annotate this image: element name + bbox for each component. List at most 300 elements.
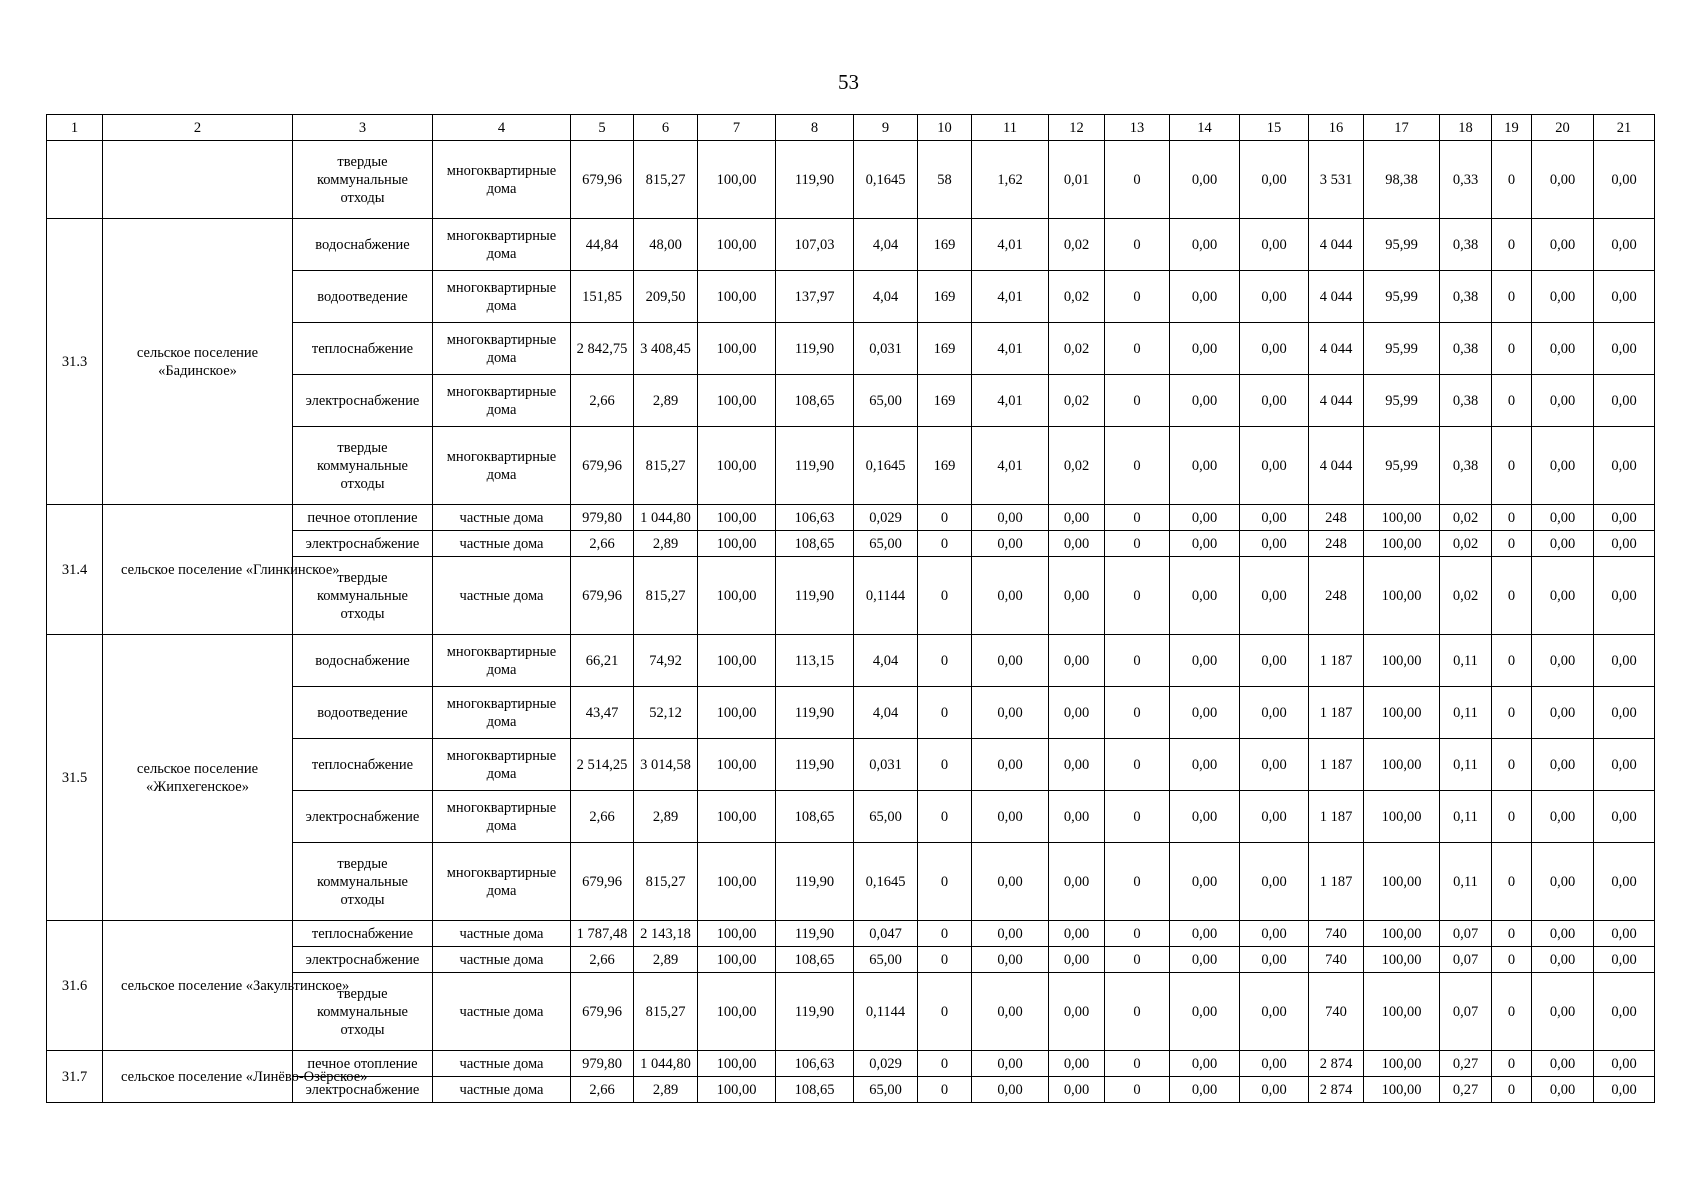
value-cell: 0,00 <box>972 557 1049 635</box>
value-cell: 119,90 <box>776 687 854 739</box>
column-number-row <box>47 115 1655 141</box>
value-cell: 0,00 <box>1049 505 1105 531</box>
service-cell: водоснабжение <box>293 219 433 271</box>
settlement-name-cell <box>103 141 293 219</box>
value-cell: 100,00 <box>698 947 776 973</box>
value-cell: 740 <box>1309 921 1364 947</box>
housing-type-cell: частные дома <box>433 1051 571 1077</box>
column-number-cell: 8 <box>776 115 854 141</box>
value-cell: 100,00 <box>1364 687 1440 739</box>
value-cell: 65,00 <box>854 375 918 427</box>
column-number-cell: 20 <box>1532 115 1594 141</box>
value-cell: 0,27 <box>1440 1077 1492 1103</box>
value-cell: 0,00 <box>1240 739 1309 791</box>
housing-type-cell: многоквартирные дома <box>433 427 571 505</box>
value-cell: 169 <box>918 427 972 505</box>
value-cell: 2 143,18 <box>634 921 698 947</box>
value-cell: 100,00 <box>698 791 776 843</box>
value-cell: 0 <box>1492 531 1532 557</box>
value-cell: 3 531 <box>1309 141 1364 219</box>
value-cell: 100,00 <box>1364 947 1440 973</box>
value-cell: 100,00 <box>698 1077 776 1103</box>
value-cell: 0,00 <box>1240 531 1309 557</box>
value-cell: 119,90 <box>776 921 854 947</box>
value-cell: 0,00 <box>1170 141 1240 219</box>
row-number-cell: 31.5 <box>47 635 103 921</box>
value-cell: 0 <box>1105 323 1170 375</box>
value-cell: 43,47 <box>571 687 634 739</box>
value-cell: 0,1144 <box>854 973 918 1051</box>
value-cell: 108,65 <box>776 947 854 973</box>
value-cell: 0 <box>1492 973 1532 1051</box>
value-cell: 0,00 <box>1532 739 1594 791</box>
value-cell: 100,00 <box>698 635 776 687</box>
value-cell: 0,00 <box>1594 791 1655 843</box>
value-cell: 0,031 <box>854 323 918 375</box>
value-cell: 0 <box>1105 635 1170 687</box>
value-cell: 100,00 <box>698 219 776 271</box>
value-cell: 0,00 <box>1532 687 1594 739</box>
value-cell: 108,65 <box>776 375 854 427</box>
value-cell: 169 <box>918 375 972 427</box>
value-cell: 0 <box>1492 921 1532 947</box>
column-number-cell: 14 <box>1170 115 1240 141</box>
value-cell: 0,00 <box>1240 973 1309 1051</box>
service-cell: печное отопление <box>293 505 433 531</box>
value-cell: 0,00 <box>1532 947 1594 973</box>
value-cell: 4 044 <box>1309 375 1364 427</box>
table-body <box>47 115 1655 1103</box>
value-cell: 100,00 <box>698 505 776 531</box>
value-cell: 119,90 <box>776 141 854 219</box>
value-cell: 100,00 <box>698 375 776 427</box>
value-cell: 815,27 <box>634 427 698 505</box>
value-cell: 52,12 <box>634 687 698 739</box>
value-cell: 1 187 <box>1309 739 1364 791</box>
housing-type-cell: многоквартирные дома <box>433 791 571 843</box>
housing-type-cell: многоквартирные дома <box>433 141 571 219</box>
value-cell: 0,00 <box>1170 635 1240 687</box>
value-cell: 0,00 <box>972 687 1049 739</box>
housing-type-cell: многоквартирные дома <box>433 219 571 271</box>
service-cell: твердые коммунальные отходы <box>293 557 433 635</box>
column-number-cell: 16 <box>1309 115 1364 141</box>
value-cell: 2,66 <box>571 791 634 843</box>
value-cell: 248 <box>1309 531 1364 557</box>
page-number: 53 <box>838 70 859 94</box>
value-cell: 0,00 <box>972 635 1049 687</box>
value-cell: 100,00 <box>698 427 776 505</box>
value-cell: 0 <box>1105 947 1170 973</box>
value-cell: 98,38 <box>1364 141 1440 219</box>
service-cell: электроснабжение <box>293 1077 433 1103</box>
value-cell: 0,00 <box>1594 947 1655 973</box>
value-cell: 4,04 <box>854 219 918 271</box>
value-cell: 119,90 <box>776 973 854 1051</box>
value-cell: 44,84 <box>571 219 634 271</box>
value-cell: 0,00 <box>1594 375 1655 427</box>
service-cell: электроснабжение <box>293 375 433 427</box>
value-cell: 2 874 <box>1309 1077 1364 1103</box>
housing-type-cell: многоквартирные дома <box>433 635 571 687</box>
value-cell: 0,07 <box>1440 973 1492 1051</box>
housing-type-cell: частные дома <box>433 557 571 635</box>
service-cell: твердые коммунальные отходы <box>293 973 433 1051</box>
value-cell: 3 408,45 <box>634 323 698 375</box>
value-cell: 0,00 <box>1170 791 1240 843</box>
column-number-cell: 4 <box>433 115 571 141</box>
value-cell: 0,00 <box>1240 1051 1309 1077</box>
value-cell: 0 <box>918 973 972 1051</box>
value-cell: 0,00 <box>1049 947 1105 973</box>
row-number-cell: 31.7 <box>47 1051 103 1103</box>
value-cell: 95,99 <box>1364 323 1440 375</box>
value-cell: 0 <box>1492 141 1532 219</box>
value-cell: 0,00 <box>1170 739 1240 791</box>
value-cell: 0,00 <box>1049 843 1105 921</box>
value-cell: 0,00 <box>1240 843 1309 921</box>
value-cell: 0 <box>918 791 972 843</box>
value-cell: 0 <box>1105 921 1170 947</box>
value-cell: 1 187 <box>1309 843 1364 921</box>
value-cell: 679,96 <box>571 843 634 921</box>
value-cell: 4,04 <box>854 271 918 323</box>
column-number-cell: 3 <box>293 115 433 141</box>
column-number-cell: 5 <box>571 115 634 141</box>
value-cell: 0,00 <box>1532 531 1594 557</box>
value-cell: 1 044,80 <box>634 1051 698 1077</box>
value-cell: 209,50 <box>634 271 698 323</box>
value-cell: 95,99 <box>1364 219 1440 271</box>
value-cell: 0,00 <box>1532 1051 1594 1077</box>
column-number-cell: 1 <box>47 115 103 141</box>
value-cell: 169 <box>918 271 972 323</box>
value-cell: 0,00 <box>1049 921 1105 947</box>
value-cell: 2,89 <box>634 531 698 557</box>
value-cell: 0,00 <box>1594 427 1655 505</box>
value-cell: 0,00 <box>1240 687 1309 739</box>
value-cell: 0,38 <box>1440 219 1492 271</box>
value-cell: 0 <box>1105 791 1170 843</box>
value-cell: 0,00 <box>972 973 1049 1051</box>
value-cell: 1 187 <box>1309 635 1364 687</box>
value-cell: 679,96 <box>571 973 634 1051</box>
value-cell: 0,02 <box>1440 505 1492 531</box>
value-cell: 0,00 <box>1049 1077 1105 1103</box>
value-cell: 0 <box>1105 973 1170 1051</box>
value-cell: 0,00 <box>1240 557 1309 635</box>
value-cell: 0,00 <box>1170 271 1240 323</box>
value-cell: 0,00 <box>1240 427 1309 505</box>
value-cell: 113,15 <box>776 635 854 687</box>
value-cell: 137,97 <box>776 271 854 323</box>
value-cell: 100,00 <box>698 687 776 739</box>
value-cell: 100,00 <box>698 1051 776 1077</box>
value-cell: 0 <box>1492 635 1532 687</box>
value-cell: 2 874 <box>1309 1051 1364 1077</box>
value-cell: 0,00 <box>1594 973 1655 1051</box>
housing-type-cell: многоквартирные дома <box>433 687 571 739</box>
value-cell: 4,01 <box>972 219 1049 271</box>
value-cell: 4,01 <box>972 427 1049 505</box>
value-cell: 119,90 <box>776 427 854 505</box>
value-cell: 0,00 <box>1170 687 1240 739</box>
value-cell: 0,00 <box>1049 1051 1105 1077</box>
value-cell: 100,00 <box>698 271 776 323</box>
value-cell: 119,90 <box>776 739 854 791</box>
value-cell: 0,00 <box>1170 531 1240 557</box>
value-cell: 0 <box>1492 791 1532 843</box>
value-cell: 0,02 <box>1049 323 1105 375</box>
value-cell: 0 <box>918 687 972 739</box>
value-cell: 0,00 <box>1240 947 1309 973</box>
value-cell: 0,00 <box>1240 921 1309 947</box>
value-cell: 100,00 <box>1364 1051 1440 1077</box>
value-cell: 0 <box>1105 843 1170 921</box>
value-cell: 0,00 <box>1532 271 1594 323</box>
value-cell: 107,03 <box>776 219 854 271</box>
value-cell: 0,00 <box>1170 1077 1240 1103</box>
value-cell: 100,00 <box>1364 739 1440 791</box>
value-cell: 0,07 <box>1440 921 1492 947</box>
value-cell: 0,047 <box>854 921 918 947</box>
value-cell: 0 <box>918 557 972 635</box>
value-cell: 0 <box>1492 427 1532 505</box>
column-number-cell: 21 <box>1594 115 1655 141</box>
value-cell: 0,02 <box>1440 531 1492 557</box>
value-cell: 0,02 <box>1049 427 1105 505</box>
value-cell: 2,89 <box>634 1077 698 1103</box>
row-number-cell <box>47 141 103 219</box>
service-cell: теплоснабжение <box>293 739 433 791</box>
housing-type-cell: многоквартирные дома <box>433 739 571 791</box>
value-cell: 0,00 <box>1594 843 1655 921</box>
value-cell: 0,00 <box>1240 791 1309 843</box>
value-cell: 0,00 <box>1532 323 1594 375</box>
value-cell: 0,00 <box>1532 375 1594 427</box>
value-cell: 815,27 <box>634 843 698 921</box>
value-cell: 679,96 <box>571 427 634 505</box>
value-cell: 58 <box>918 141 972 219</box>
housing-type-cell: многоквартирные дома <box>433 843 571 921</box>
value-cell: 0,00 <box>972 791 1049 843</box>
column-number-cell: 17 <box>1364 115 1440 141</box>
value-cell: 0 <box>1492 271 1532 323</box>
value-cell: 0 <box>1105 219 1170 271</box>
value-cell: 0,029 <box>854 505 918 531</box>
value-cell: 0 <box>1492 505 1532 531</box>
value-cell: 119,90 <box>776 843 854 921</box>
value-cell: 0,00 <box>1240 635 1309 687</box>
value-cell: 0,00 <box>1532 635 1594 687</box>
settlement-name-cell: сельское поселение «Линёво-Озёрское» <box>103 1051 293 1103</box>
table-row <box>47 505 1655 531</box>
value-cell: 0,00 <box>1594 635 1655 687</box>
value-cell: 0,00 <box>1170 921 1240 947</box>
value-cell: 248 <box>1309 557 1364 635</box>
value-cell: 48,00 <box>634 219 698 271</box>
value-cell: 0,029 <box>854 1051 918 1077</box>
row-number-cell: 31.6 <box>47 921 103 1051</box>
value-cell: 740 <box>1309 973 1364 1051</box>
value-cell: 0 <box>1105 557 1170 635</box>
table-row <box>47 141 1655 219</box>
value-cell: 0,00 <box>1594 141 1655 219</box>
value-cell: 2 514,25 <box>571 739 634 791</box>
service-cell: печное отопление <box>293 1051 433 1077</box>
column-number-cell: 6 <box>634 115 698 141</box>
table-row <box>47 921 1655 947</box>
value-cell: 0,00 <box>1594 1077 1655 1103</box>
value-cell: 0 <box>1105 687 1170 739</box>
value-cell: 0,00 <box>1170 375 1240 427</box>
value-cell: 0,031 <box>854 739 918 791</box>
value-cell: 2,89 <box>634 791 698 843</box>
value-cell: 169 <box>918 323 972 375</box>
value-cell: 100,00 <box>698 531 776 557</box>
housing-type-cell: многоквартирные дома <box>433 375 571 427</box>
value-cell: 2,66 <box>571 375 634 427</box>
value-cell: 0,1645 <box>854 141 918 219</box>
service-cell: твердые коммунальные отходы <box>293 843 433 921</box>
value-cell: 100,00 <box>1364 505 1440 531</box>
value-cell: 0,00 <box>972 739 1049 791</box>
value-cell: 0,00 <box>1049 531 1105 557</box>
value-cell: 95,99 <box>1364 271 1440 323</box>
value-cell: 0,38 <box>1440 323 1492 375</box>
value-cell: 1 187 <box>1309 791 1364 843</box>
service-cell: твердые коммунальные отходы <box>293 141 433 219</box>
value-cell: 0,00 <box>1532 505 1594 531</box>
value-cell: 0,00 <box>1594 1051 1655 1077</box>
value-cell: 0,00 <box>1170 973 1240 1051</box>
value-cell: 0 <box>1492 375 1532 427</box>
value-cell: 0,00 <box>972 1077 1049 1103</box>
service-cell: электроснабжение <box>293 531 433 557</box>
row-number-cell: 31.4 <box>47 505 103 635</box>
value-cell: 100,00 <box>1364 635 1440 687</box>
value-cell: 0 <box>1492 557 1532 635</box>
value-cell: 100,00 <box>1364 921 1440 947</box>
value-cell: 4,04 <box>854 635 918 687</box>
value-cell: 0 <box>1105 141 1170 219</box>
value-cell: 4,01 <box>972 375 1049 427</box>
value-cell: 0,00 <box>972 843 1049 921</box>
value-cell: 0,00 <box>1170 219 1240 271</box>
value-cell: 0 <box>1492 219 1532 271</box>
value-cell: 4,01 <box>972 271 1049 323</box>
value-cell: 0,00 <box>972 531 1049 557</box>
column-number-cell: 18 <box>1440 115 1492 141</box>
value-cell: 106,63 <box>776 505 854 531</box>
value-cell: 100,00 <box>1364 843 1440 921</box>
settlement-name-cell: сельское поселение «Закультинское» <box>103 921 293 1051</box>
value-cell: 4 044 <box>1309 323 1364 375</box>
value-cell: 0,00 <box>1240 219 1309 271</box>
value-cell: 0,38 <box>1440 375 1492 427</box>
value-cell: 740 <box>1309 947 1364 973</box>
value-cell: 815,27 <box>634 557 698 635</box>
value-cell: 0 <box>1492 323 1532 375</box>
service-cell: электроснабжение <box>293 947 433 973</box>
value-cell: 0,11 <box>1440 739 1492 791</box>
value-cell: 95,99 <box>1364 375 1440 427</box>
value-cell: 100,00 <box>698 141 776 219</box>
value-cell: 979,80 <box>571 505 634 531</box>
value-cell: 0,00 <box>1532 973 1594 1051</box>
housing-type-cell: частные дома <box>433 921 571 947</box>
value-cell: 0,00 <box>1532 843 1594 921</box>
value-cell: 0,00 <box>1594 323 1655 375</box>
value-cell: 0,00 <box>1594 219 1655 271</box>
value-cell: 0,00 <box>972 921 1049 947</box>
value-cell: 3 014,58 <box>634 739 698 791</box>
value-cell: 65,00 <box>854 947 918 973</box>
value-cell: 100,00 <box>1364 1077 1440 1103</box>
value-cell: 4 044 <box>1309 427 1364 505</box>
value-cell: 2,66 <box>571 1077 634 1103</box>
value-cell: 0,02 <box>1049 375 1105 427</box>
value-cell: 0,33 <box>1440 141 1492 219</box>
value-cell: 65,00 <box>854 1077 918 1103</box>
tariff-table <box>46 114 1655 1103</box>
value-cell: 65,00 <box>854 791 918 843</box>
value-cell: 0,00 <box>1170 557 1240 635</box>
value-cell: 0,38 <box>1440 271 1492 323</box>
value-cell: 2,89 <box>634 375 698 427</box>
value-cell: 0,00 <box>1240 323 1309 375</box>
value-cell: 0 <box>918 843 972 921</box>
value-cell: 0 <box>1492 687 1532 739</box>
value-cell: 0 <box>1105 375 1170 427</box>
value-cell: 0,1645 <box>854 843 918 921</box>
value-cell: 100,00 <box>698 557 776 635</box>
value-cell: 0,00 <box>1240 1077 1309 1103</box>
value-cell: 2,66 <box>571 947 634 973</box>
table-row <box>47 635 1655 687</box>
service-cell: водоотведение <box>293 271 433 323</box>
value-cell: 65,00 <box>854 531 918 557</box>
value-cell: 100,00 <box>698 973 776 1051</box>
value-cell: 0,00 <box>1532 1077 1594 1103</box>
value-cell: 100,00 <box>1364 531 1440 557</box>
value-cell: 0,00 <box>1532 427 1594 505</box>
value-cell: 0 <box>918 1051 972 1077</box>
housing-type-cell: многоквартирные дома <box>433 323 571 375</box>
settlement-name-cell: сельское поселение «Жипхегенское» <box>103 635 293 921</box>
value-cell: 0,00 <box>1240 505 1309 531</box>
value-cell: 100,00 <box>1364 557 1440 635</box>
value-cell: 248 <box>1309 505 1364 531</box>
value-cell: 1,62 <box>972 141 1049 219</box>
value-cell: 0,1645 <box>854 427 918 505</box>
service-cell: теплоснабжение <box>293 323 433 375</box>
value-cell: 0,00 <box>1532 557 1594 635</box>
column-number-cell: 11 <box>972 115 1049 141</box>
value-cell: 100,00 <box>698 323 776 375</box>
value-cell: 100,00 <box>1364 973 1440 1051</box>
value-cell: 0,02 <box>1049 271 1105 323</box>
value-cell: 106,63 <box>776 1051 854 1077</box>
value-cell: 0,00 <box>1240 271 1309 323</box>
value-cell: 0,00 <box>1170 505 1240 531</box>
value-cell: 0,00 <box>1532 791 1594 843</box>
value-cell: 0,27 <box>1440 1051 1492 1077</box>
value-cell: 0,00 <box>1049 687 1105 739</box>
value-cell: 0 <box>1105 531 1170 557</box>
value-cell: 0 <box>1492 1051 1532 1077</box>
value-cell: 0,00 <box>972 947 1049 973</box>
